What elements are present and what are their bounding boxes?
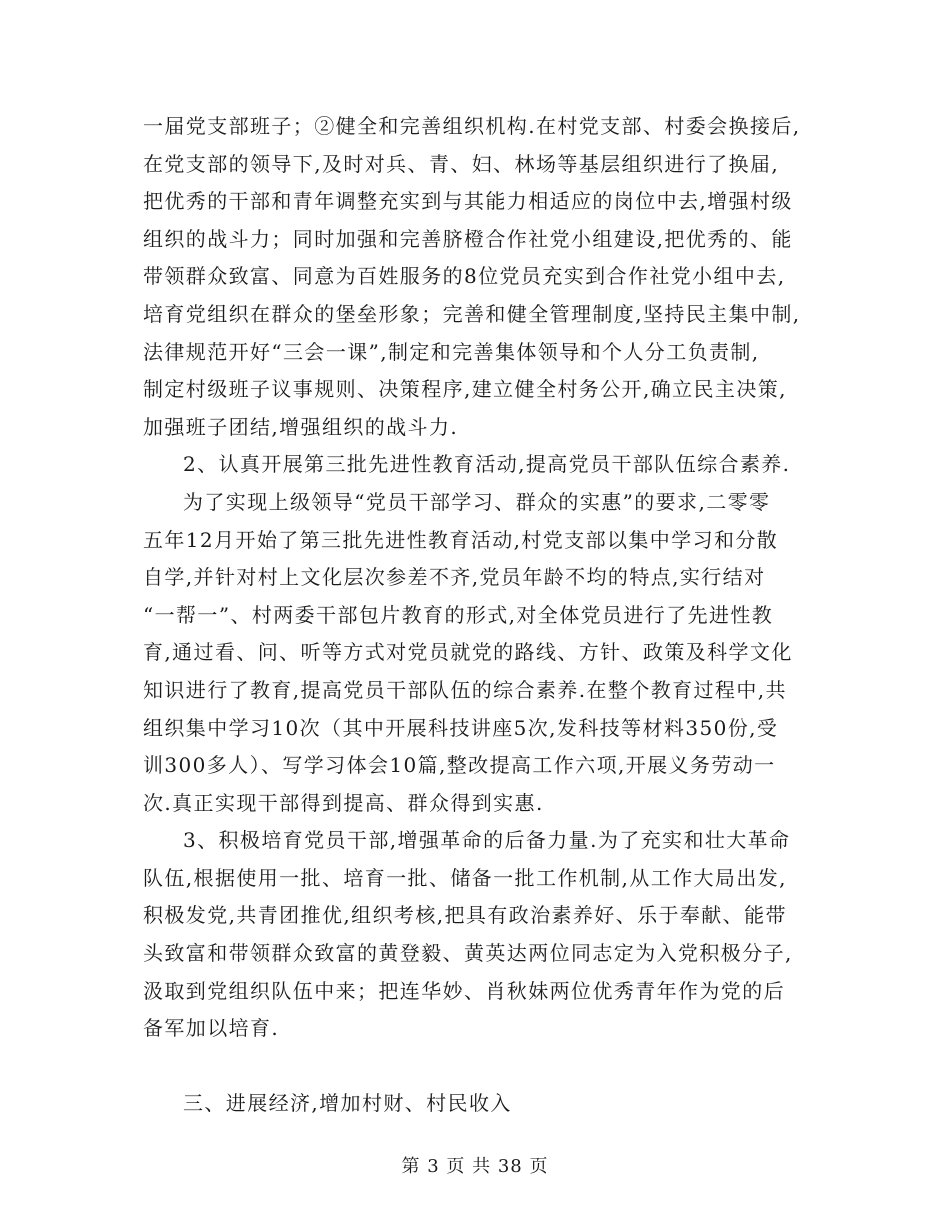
text-line: 法律规范开好“三会一课”,制定和完善集体领导和个人分工负责制,: [143, 339, 760, 364]
section-heading: 三、进展经济,增加村财、村民收入: [183, 1091, 512, 1116]
text-line: 把优秀的干部和青年调整充实到与其能力相适应的岗位中去,增强村级: [143, 189, 793, 214]
text-line: 制定村级班子议事规则、决策程序,建立健全村务公开,确立民主决策,: [143, 377, 787, 402]
text-line: 知识进行了教育,提高党员干部队伍的综合素养.在整个教育过程中,共: [143, 677, 787, 702]
page-footer: [0, 1152, 950, 1178]
text-line: 头致富和带领群众致富的黄登毅、黄英达两位同志定为入党积极分子,: [143, 941, 793, 966]
text-line: 在党支部的领导下,及时对兵、青、妇、林场等基层组织进行了换届,: [143, 151, 780, 176]
text-line: 育,通过看、问、听等方式对党员就党的路线、方针、政策及科学文化: [143, 640, 793, 665]
text-line: 汲取到党组织队伍中来；把连华妙、肖秋妹两位优秀青年作为党的后: [143, 978, 785, 1003]
text-line: 自学,并针对村上文化层次参差不齐,党员年龄不均的特点,实行结对: [143, 565, 766, 590]
text-line: 训300多人）、写学习体会10篇,整改提高工作六项,开展义务劳动一: [143, 753, 776, 778]
text-line: “一帮一”、村两委干部包片教育的形式,对全体党员进行了先进性教: [143, 602, 774, 627]
text-line: 次.真正实现干部得到提高、群众得到实惠.: [143, 790, 544, 815]
text-line: 一届党支部班子；②健全和完善组织机构.在村党支部、村委会换接后,: [143, 114, 801, 138]
section-heading: 2、认真开展第三批先进性教育活动,提高党员干部队伍综合素养.: [183, 452, 791, 477]
text-line: 队伍,根据使用一批、培育一批、储备一批工作机制,从工作大局出发,: [143, 865, 787, 890]
text-line: 3、积极培育党员干部,增强革命的后备力量.为了充实和壮大革命: [183, 828, 791, 853]
text-line: 培育党组织在群众的堡垒形象；完善和健全管理制度,坚持民主集中制,: [143, 301, 801, 326]
document-body: [143, 108, 833, 1123]
text-line: 组织的战斗力；同时加强和完善脐橙合作社党小组建设,把优秀的、能: [143, 226, 793, 251]
text-line: 带领群众致富、同意为百姓服务的8位党员充实到合作社党小组中去,: [143, 264, 786, 289]
page-number-label: 第 3 页 共 38 页: [401, 1156, 549, 1177]
blank-line: [143, 1048, 833, 1086]
text-line: 加强班子团结,增强组织的战斗力.: [143, 414, 459, 439]
text-line: 为了实现上级领导“党员干部学习、群众的实惠”的要求,二零零: [183, 489, 771, 514]
text-line: 备军加以培育.: [143, 1016, 280, 1041]
text-line: 积极发党,共青团推优,组织考核,把具有政治素养好、乐于奉献、能带: [143, 903, 787, 928]
text-line: 五年12月开始了第三批先进性教育活动,村党支部以集中学习和分散: [143, 527, 779, 552]
text-line: 组织集中学习10次（其中开展科技讲座5次,发科技等材料350份,受: [143, 715, 779, 740]
